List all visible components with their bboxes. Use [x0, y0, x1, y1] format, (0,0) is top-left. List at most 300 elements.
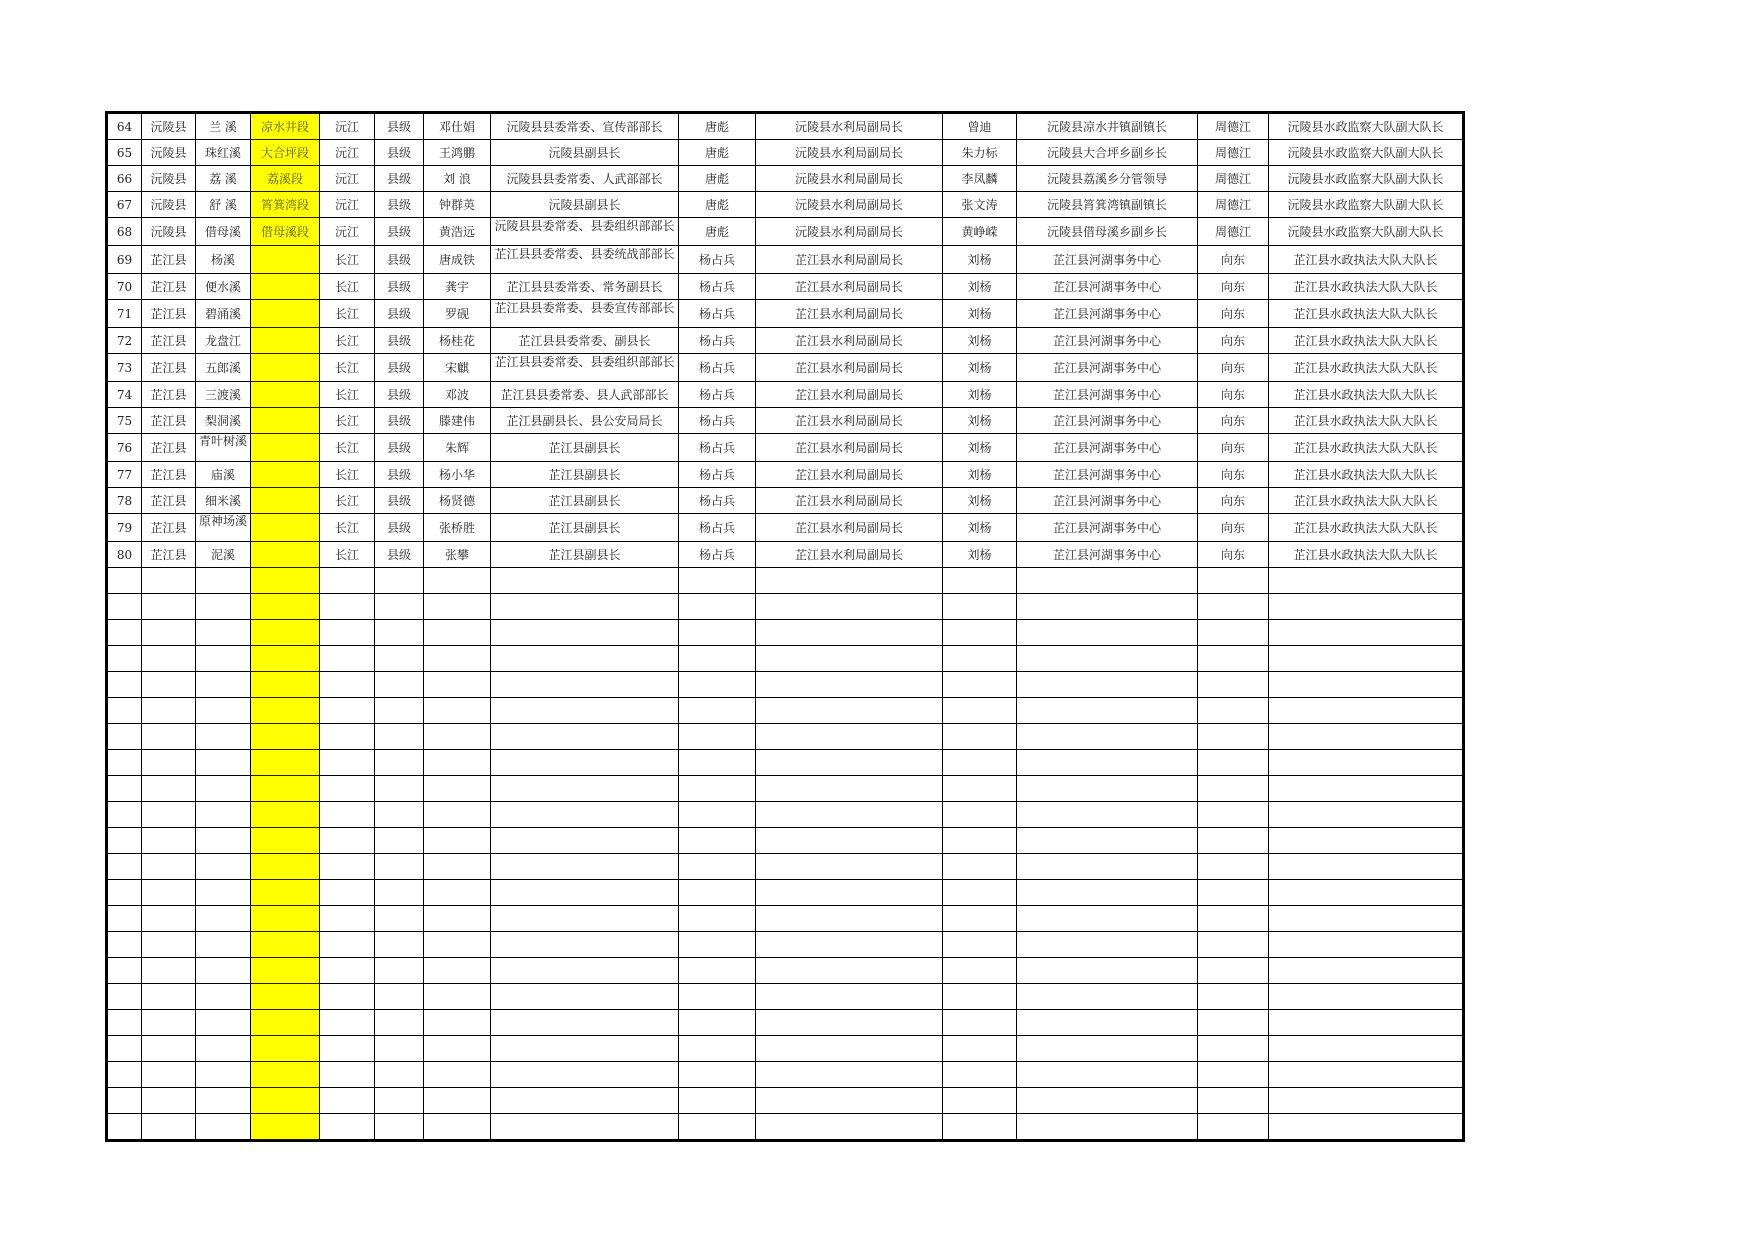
- empty-cell[interactable]: [251, 1036, 320, 1062]
- empty-cell[interactable]: [491, 984, 679, 1010]
- empty-cell[interactable]: [108, 620, 142, 646]
- empty-cell[interactable]: [943, 1088, 1017, 1114]
- cell-liaison-name[interactable]: 刘杨: [943, 462, 1017, 488]
- cell-chief-title[interactable]: 芷江县副县长: [491, 542, 679, 568]
- empty-cell[interactable]: [320, 776, 375, 802]
- cell-row-number[interactable]: 67: [108, 192, 142, 218]
- cell-supervisor-title[interactable]: 芷江县水政执法大队大队长: [1269, 408, 1463, 434]
- empty-cell[interactable]: [943, 698, 1017, 724]
- empty-cell[interactable]: [943, 1114, 1017, 1140]
- empty-cell[interactable]: [1269, 776, 1463, 802]
- cell-unit-contact[interactable]: 杨占兵: [679, 382, 756, 408]
- cell-supervisor-title[interactable]: 芷江县水政执法大队大队长: [1269, 354, 1463, 382]
- empty-cell[interactable]: [756, 932, 943, 958]
- cell-supervisor-title[interactable]: 沅陵县水政监察大队副大队长: [1269, 114, 1463, 140]
- cell-supervisor-title[interactable]: 芷江县水政执法大队大队长: [1269, 328, 1463, 354]
- empty-cell[interactable]: [251, 724, 320, 750]
- empty-cell[interactable]: [1269, 646, 1463, 672]
- empty-cell[interactable]: [424, 568, 491, 594]
- cell-chief-title[interactable]: 芷江县副县长: [491, 488, 679, 514]
- empty-cell[interactable]: [375, 854, 424, 880]
- empty-cell[interactable]: [142, 1036, 196, 1062]
- cell-chief-name[interactable]: 邓仕娟: [424, 114, 491, 140]
- cell-row-number[interactable]: 72: [108, 328, 142, 354]
- cell-river-name[interactable]: 龙盘江: [196, 328, 251, 354]
- empty-cell[interactable]: [320, 672, 375, 698]
- empty-cell[interactable]: [1269, 828, 1463, 854]
- empty-cell[interactable]: [756, 880, 943, 906]
- empty-cell[interactable]: [142, 828, 196, 854]
- cell-liaison-title[interactable]: 芷江县河湖事务中心: [1017, 246, 1198, 274]
- cell-river-name[interactable]: 细米溪: [196, 488, 251, 514]
- empty-cell[interactable]: [108, 854, 142, 880]
- empty-cell[interactable]: [1017, 698, 1198, 724]
- cell-level[interactable]: 县级: [375, 246, 424, 274]
- cell-row-number[interactable]: 68: [108, 218, 142, 246]
- cell-basin[interactable]: 沅江: [320, 114, 375, 140]
- empty-cell[interactable]: [943, 828, 1017, 854]
- empty-cell[interactable]: [1269, 1036, 1463, 1062]
- empty-cell[interactable]: [679, 802, 756, 828]
- cell-liaison-name[interactable]: 刘杨: [943, 408, 1017, 434]
- empty-cell[interactable]: [679, 880, 756, 906]
- empty-cell[interactable]: [1269, 620, 1463, 646]
- empty-cell[interactable]: [491, 750, 679, 776]
- cell-county[interactable]: 沅陵县: [142, 114, 196, 140]
- cell-row-number[interactable]: 73: [108, 354, 142, 382]
- cell-segment[interactable]: 筲箕湾段: [251, 192, 320, 218]
- empty-cell[interactable]: [196, 906, 251, 932]
- cell-county[interactable]: 沅陵县: [142, 166, 196, 192]
- empty-cell[interactable]: [108, 776, 142, 802]
- empty-cell[interactable]: [943, 958, 1017, 984]
- cell-river-name[interactable]: 梨洞溪: [196, 408, 251, 434]
- empty-cell[interactable]: [491, 594, 679, 620]
- empty-cell[interactable]: [196, 776, 251, 802]
- cell-row-number[interactable]: 76: [108, 434, 142, 462]
- empty-cell[interactable]: [320, 984, 375, 1010]
- empty-cell[interactable]: [320, 750, 375, 776]
- cell-supervisor-name[interactable]: 向东: [1198, 542, 1269, 568]
- empty-cell[interactable]: [424, 984, 491, 1010]
- empty-cell[interactable]: [1269, 1010, 1463, 1036]
- cell-liaison-name[interactable]: 刘杨: [943, 382, 1017, 408]
- cell-segment[interactable]: [251, 328, 320, 354]
- empty-cell[interactable]: [756, 620, 943, 646]
- cell-county[interactable]: 沅陵县: [142, 140, 196, 166]
- empty-cell[interactable]: [1269, 750, 1463, 776]
- empty-cell[interactable]: [196, 698, 251, 724]
- empty-cell[interactable]: [251, 1010, 320, 1036]
- empty-cell[interactable]: [491, 776, 679, 802]
- empty-cell[interactable]: [108, 724, 142, 750]
- cell-supervisor-name[interactable]: 向东: [1198, 408, 1269, 434]
- empty-cell[interactable]: [491, 802, 679, 828]
- cell-liaison-title[interactable]: 芷江县河湖事务中心: [1017, 434, 1198, 462]
- cell-supervisor-title[interactable]: 沅陵县水政监察大队副大队长: [1269, 166, 1463, 192]
- cell-county[interactable]: 沅陵县: [142, 192, 196, 218]
- cell-supervisor-title[interactable]: 沅陵县水政监察大队副大队长: [1269, 192, 1463, 218]
- cell-river-name[interactable]: 原神场溪: [196, 514, 251, 542]
- empty-cell[interactable]: [196, 1036, 251, 1062]
- cell-liaison-title[interactable]: 沅陵县筲箕湾镇副镇长: [1017, 192, 1198, 218]
- empty-cell[interactable]: [251, 646, 320, 672]
- cell-unit-contact-title[interactable]: 芷江县水利局副局长: [756, 542, 943, 568]
- empty-cell[interactable]: [679, 594, 756, 620]
- cell-unit-contact-title[interactable]: 沅陵县水利局副局长: [756, 114, 943, 140]
- cell-segment[interactable]: 荔溪段: [251, 166, 320, 192]
- cell-unit-contact-title[interactable]: 沅陵县水利局副局长: [756, 166, 943, 192]
- empty-cell[interactable]: [943, 594, 1017, 620]
- empty-cell[interactable]: [491, 932, 679, 958]
- cell-unit-contact-title[interactable]: 芷江县水利局副局长: [756, 382, 943, 408]
- cell-row-number[interactable]: 66: [108, 166, 142, 192]
- empty-cell[interactable]: [1017, 750, 1198, 776]
- empty-cell[interactable]: [491, 1010, 679, 1036]
- cell-chief-name[interactable]: 杨桂花: [424, 328, 491, 354]
- empty-cell[interactable]: [756, 1114, 943, 1140]
- empty-cell[interactable]: [424, 1088, 491, 1114]
- cell-liaison-name[interactable]: 刘杨: [943, 246, 1017, 274]
- cell-row-number[interactable]: 80: [108, 542, 142, 568]
- empty-cell[interactable]: [1198, 932, 1269, 958]
- empty-cell[interactable]: [424, 1036, 491, 1062]
- empty-cell[interactable]: [424, 854, 491, 880]
- empty-cell[interactable]: [375, 880, 424, 906]
- cell-row-number[interactable]: 77: [108, 462, 142, 488]
- empty-cell[interactable]: [251, 620, 320, 646]
- empty-cell[interactable]: [424, 958, 491, 984]
- empty-cell[interactable]: [1017, 932, 1198, 958]
- cell-chief-title[interactable]: 芷江县副县长: [491, 462, 679, 488]
- empty-cell[interactable]: [196, 672, 251, 698]
- empty-cell[interactable]: [424, 906, 491, 932]
- empty-cell[interactable]: [1269, 1088, 1463, 1114]
- empty-cell[interactable]: [375, 1062, 424, 1088]
- empty-cell[interactable]: [1198, 1062, 1269, 1088]
- empty-cell[interactable]: [1269, 984, 1463, 1010]
- empty-cell[interactable]: [679, 1010, 756, 1036]
- cell-liaison-title[interactable]: 芷江县河湖事务中心: [1017, 274, 1198, 300]
- empty-cell[interactable]: [491, 1062, 679, 1088]
- empty-cell[interactable]: [1017, 568, 1198, 594]
- cell-chief-name[interactable]: 朱辉: [424, 434, 491, 462]
- empty-cell[interactable]: [679, 698, 756, 724]
- cell-supervisor-title[interactable]: 沅陵县水政监察大队副大队长: [1269, 140, 1463, 166]
- cell-basin[interactable]: 长江: [320, 382, 375, 408]
- cell-unit-contact[interactable]: 杨占兵: [679, 274, 756, 300]
- empty-cell[interactable]: [679, 828, 756, 854]
- empty-cell[interactable]: [142, 984, 196, 1010]
- empty-cell[interactable]: [375, 698, 424, 724]
- cell-supervisor-name[interactable]: 周德江: [1198, 114, 1269, 140]
- empty-cell[interactable]: [142, 880, 196, 906]
- empty-cell[interactable]: [108, 958, 142, 984]
- empty-cell[interactable]: [1017, 854, 1198, 880]
- empty-cell[interactable]: [1269, 880, 1463, 906]
- cell-county[interactable]: 芷江县: [142, 246, 196, 274]
- empty-cell[interactable]: [251, 932, 320, 958]
- cell-segment[interactable]: [251, 488, 320, 514]
- empty-cell[interactable]: [320, 828, 375, 854]
- empty-cell[interactable]: [320, 1114, 375, 1140]
- empty-cell[interactable]: [679, 1114, 756, 1140]
- empty-cell[interactable]: [1198, 906, 1269, 932]
- empty-cell[interactable]: [251, 594, 320, 620]
- cell-segment[interactable]: 凉水井段: [251, 114, 320, 140]
- cell-segment[interactable]: [251, 462, 320, 488]
- cell-supervisor-name[interactable]: 向东: [1198, 246, 1269, 274]
- cell-supervisor-name[interactable]: 向东: [1198, 514, 1269, 542]
- cell-unit-contact-title[interactable]: 沅陵县水利局副局长: [756, 218, 943, 246]
- cell-unit-contact-title[interactable]: 芷江县水利局副局长: [756, 408, 943, 434]
- empty-cell[interactable]: [108, 1036, 142, 1062]
- empty-cell[interactable]: [375, 568, 424, 594]
- cell-chief-name[interactable]: 黄浩远: [424, 218, 491, 246]
- empty-cell[interactable]: [142, 750, 196, 776]
- empty-cell[interactable]: [1269, 724, 1463, 750]
- cell-segment[interactable]: 借母溪段: [251, 218, 320, 246]
- empty-cell[interactable]: [1198, 750, 1269, 776]
- empty-cell[interactable]: [1269, 1062, 1463, 1088]
- empty-cell[interactable]: [320, 880, 375, 906]
- empty-cell[interactable]: [251, 828, 320, 854]
- empty-cell[interactable]: [142, 776, 196, 802]
- cell-chief-name[interactable]: 杨小华: [424, 462, 491, 488]
- cell-unit-contact[interactable]: 杨占兵: [679, 514, 756, 542]
- cell-row-number[interactable]: 71: [108, 300, 142, 328]
- empty-cell[interactable]: [756, 698, 943, 724]
- empty-cell[interactable]: [424, 828, 491, 854]
- cell-chief-title[interactable]: 沅陵县副县长: [491, 192, 679, 218]
- empty-cell[interactable]: [196, 1114, 251, 1140]
- empty-cell[interactable]: [943, 646, 1017, 672]
- empty-cell[interactable]: [142, 958, 196, 984]
- empty-cell[interactable]: [375, 1114, 424, 1140]
- empty-cell[interactable]: [320, 1088, 375, 1114]
- cell-county[interactable]: 芷江县: [142, 382, 196, 408]
- empty-cell[interactable]: [756, 828, 943, 854]
- cell-segment[interactable]: [251, 408, 320, 434]
- empty-cell[interactable]: [251, 906, 320, 932]
- empty-cell[interactable]: [424, 1114, 491, 1140]
- cell-unit-contact[interactable]: 杨占兵: [679, 300, 756, 328]
- cell-basin[interactable]: 长江: [320, 274, 375, 300]
- empty-cell[interactable]: [756, 1036, 943, 1062]
- cell-chief-name[interactable]: 张攀: [424, 542, 491, 568]
- empty-cell[interactable]: [1269, 802, 1463, 828]
- cell-county[interactable]: 沅陵县: [142, 218, 196, 246]
- cell-segment[interactable]: [251, 354, 320, 382]
- empty-cell[interactable]: [1198, 698, 1269, 724]
- empty-cell[interactable]: [1017, 776, 1198, 802]
- empty-cell[interactable]: [1269, 672, 1463, 698]
- empty-cell[interactable]: [251, 984, 320, 1010]
- cell-liaison-name[interactable]: 刘杨: [943, 328, 1017, 354]
- empty-cell[interactable]: [756, 594, 943, 620]
- empty-cell[interactable]: [375, 646, 424, 672]
- empty-cell[interactable]: [491, 1036, 679, 1062]
- cell-liaison-title[interactable]: 芷江县河湖事务中心: [1017, 488, 1198, 514]
- empty-cell[interactable]: [375, 906, 424, 932]
- empty-cell[interactable]: [108, 984, 142, 1010]
- cell-row-number[interactable]: 69: [108, 246, 142, 274]
- cell-chief-name[interactable]: 唐成铁: [424, 246, 491, 274]
- cell-liaison-name[interactable]: 刘杨: [943, 514, 1017, 542]
- empty-cell[interactable]: [943, 724, 1017, 750]
- empty-cell[interactable]: [142, 802, 196, 828]
- cell-supervisor-name[interactable]: 向东: [1198, 462, 1269, 488]
- empty-cell[interactable]: [251, 880, 320, 906]
- empty-cell[interactable]: [679, 724, 756, 750]
- empty-cell[interactable]: [491, 646, 679, 672]
- empty-cell[interactable]: [1269, 594, 1463, 620]
- empty-cell[interactable]: [375, 932, 424, 958]
- empty-cell[interactable]: [1017, 594, 1198, 620]
- cell-chief-title[interactable]: 芷江县副县长: [491, 514, 679, 542]
- empty-cell[interactable]: [424, 698, 491, 724]
- empty-cell[interactable]: [1198, 646, 1269, 672]
- cell-row-number[interactable]: 75: [108, 408, 142, 434]
- empty-cell[interactable]: [756, 906, 943, 932]
- empty-cell[interactable]: [679, 932, 756, 958]
- empty-cell[interactable]: [756, 776, 943, 802]
- empty-cell[interactable]: [491, 568, 679, 594]
- empty-cell[interactable]: [251, 750, 320, 776]
- cell-unit-contact-title[interactable]: 芷江县水利局副局长: [756, 514, 943, 542]
- cell-chief-title[interactable]: 芷江县县委常委、县委组织部部长: [491, 354, 679, 382]
- empty-cell[interactable]: [679, 984, 756, 1010]
- cell-segment[interactable]: [251, 382, 320, 408]
- cell-chief-title[interactable]: 芷江县副县长、县公安局局长: [491, 408, 679, 434]
- cell-liaison-name[interactable]: 刘杨: [943, 434, 1017, 462]
- cell-chief-name[interactable]: 刘 浪: [424, 166, 491, 192]
- empty-cell[interactable]: [424, 776, 491, 802]
- empty-cell[interactable]: [756, 724, 943, 750]
- empty-cell[interactable]: [1017, 958, 1198, 984]
- cell-segment[interactable]: 大合坪段: [251, 140, 320, 166]
- cell-basin[interactable]: 长江: [320, 434, 375, 462]
- cell-county[interactable]: 芷江县: [142, 354, 196, 382]
- cell-level[interactable]: 县级: [375, 192, 424, 218]
- empty-cell[interactable]: [491, 620, 679, 646]
- empty-cell[interactable]: [1269, 568, 1463, 594]
- empty-cell[interactable]: [679, 568, 756, 594]
- empty-cell[interactable]: [424, 1062, 491, 1088]
- empty-cell[interactable]: [251, 698, 320, 724]
- empty-cell[interactable]: [320, 1036, 375, 1062]
- empty-cell[interactable]: [142, 1010, 196, 1036]
- cell-liaison-title[interactable]: 芷江县河湖事务中心: [1017, 382, 1198, 408]
- cell-river-name[interactable]: 兰 溪: [196, 114, 251, 140]
- empty-cell[interactable]: [320, 724, 375, 750]
- empty-cell[interactable]: [424, 802, 491, 828]
- cell-level[interactable]: 县级: [375, 300, 424, 328]
- empty-cell[interactable]: [196, 854, 251, 880]
- cell-chief-title[interactable]: 沅陵县县委常委、人武部部长: [491, 166, 679, 192]
- empty-cell[interactable]: [756, 750, 943, 776]
- empty-cell[interactable]: [320, 568, 375, 594]
- empty-cell[interactable]: [1198, 984, 1269, 1010]
- cell-liaison-name[interactable]: 曾迪: [943, 114, 1017, 140]
- empty-cell[interactable]: [1017, 984, 1198, 1010]
- empty-cell[interactable]: [1198, 724, 1269, 750]
- cell-supervisor-name[interactable]: 周德江: [1198, 192, 1269, 218]
- cell-level[interactable]: 县级: [375, 274, 424, 300]
- cell-unit-contact[interactable]: 唐彪: [679, 218, 756, 246]
- cell-liaison-name[interactable]: 朱力标: [943, 140, 1017, 166]
- empty-cell[interactable]: [320, 594, 375, 620]
- empty-cell[interactable]: [251, 802, 320, 828]
- cell-unit-contact-title[interactable]: 芷江县水利局副局长: [756, 300, 943, 328]
- cell-basin[interactable]: 长江: [320, 354, 375, 382]
- empty-cell[interactable]: [251, 1062, 320, 1088]
- cell-chief-name[interactable]: 钟群英: [424, 192, 491, 218]
- empty-cell[interactable]: [375, 1088, 424, 1114]
- cell-row-number[interactable]: 78: [108, 488, 142, 514]
- empty-cell[interactable]: [1017, 724, 1198, 750]
- cell-chief-name[interactable]: 龚宇: [424, 274, 491, 300]
- empty-cell[interactable]: [756, 984, 943, 1010]
- empty-cell[interactable]: [1198, 958, 1269, 984]
- empty-cell[interactable]: [196, 1010, 251, 1036]
- empty-cell[interactable]: [943, 854, 1017, 880]
- cell-supervisor-title[interactable]: 芷江县水政执法大队大队长: [1269, 462, 1463, 488]
- empty-cell[interactable]: [196, 750, 251, 776]
- empty-cell[interactable]: [196, 646, 251, 672]
- empty-cell[interactable]: [424, 724, 491, 750]
- cell-liaison-title[interactable]: 沅陵县借母溪乡副乡长: [1017, 218, 1198, 246]
- empty-cell[interactable]: [251, 568, 320, 594]
- empty-cell[interactable]: [142, 854, 196, 880]
- empty-cell[interactable]: [196, 880, 251, 906]
- empty-cell[interactable]: [196, 1088, 251, 1114]
- cell-basin[interactable]: 长江: [320, 246, 375, 274]
- empty-cell[interactable]: [491, 828, 679, 854]
- empty-cell[interactable]: [251, 958, 320, 984]
- cell-level[interactable]: 县级: [375, 434, 424, 462]
- empty-cell[interactable]: [679, 646, 756, 672]
- empty-cell[interactable]: [1198, 854, 1269, 880]
- empty-cell[interactable]: [108, 750, 142, 776]
- empty-cell[interactable]: [1017, 828, 1198, 854]
- empty-cell[interactable]: [251, 776, 320, 802]
- empty-cell[interactable]: [756, 802, 943, 828]
- empty-cell[interactable]: [108, 646, 142, 672]
- cell-liaison-title[interactable]: 芷江县河湖事务中心: [1017, 354, 1198, 382]
- empty-cell[interactable]: [1017, 1010, 1198, 1036]
- empty-cell[interactable]: [142, 646, 196, 672]
- empty-cell[interactable]: [142, 1088, 196, 1114]
- cell-river-name[interactable]: 珠红溪: [196, 140, 251, 166]
- empty-cell[interactable]: [756, 1062, 943, 1088]
- cell-chief-title[interactable]: 芷江县县委常委、副县长: [491, 328, 679, 354]
- cell-unit-contact-title[interactable]: 芷江县水利局副局长: [756, 246, 943, 274]
- empty-cell[interactable]: [1198, 672, 1269, 698]
- empty-cell[interactable]: [943, 750, 1017, 776]
- cell-row-number[interactable]: 79: [108, 514, 142, 542]
- empty-cell[interactable]: [108, 594, 142, 620]
- empty-cell[interactable]: [424, 750, 491, 776]
- empty-cell[interactable]: [756, 1088, 943, 1114]
- cell-unit-contact-title[interactable]: 芷江县水利局副局长: [756, 274, 943, 300]
- cell-segment[interactable]: [251, 274, 320, 300]
- cell-county[interactable]: 芷江县: [142, 514, 196, 542]
- empty-cell[interactable]: [1017, 620, 1198, 646]
- cell-liaison-name[interactable]: 李凤麟: [943, 166, 1017, 192]
- cell-river-name[interactable]: 舒 溪: [196, 192, 251, 218]
- empty-cell[interactable]: [108, 1010, 142, 1036]
